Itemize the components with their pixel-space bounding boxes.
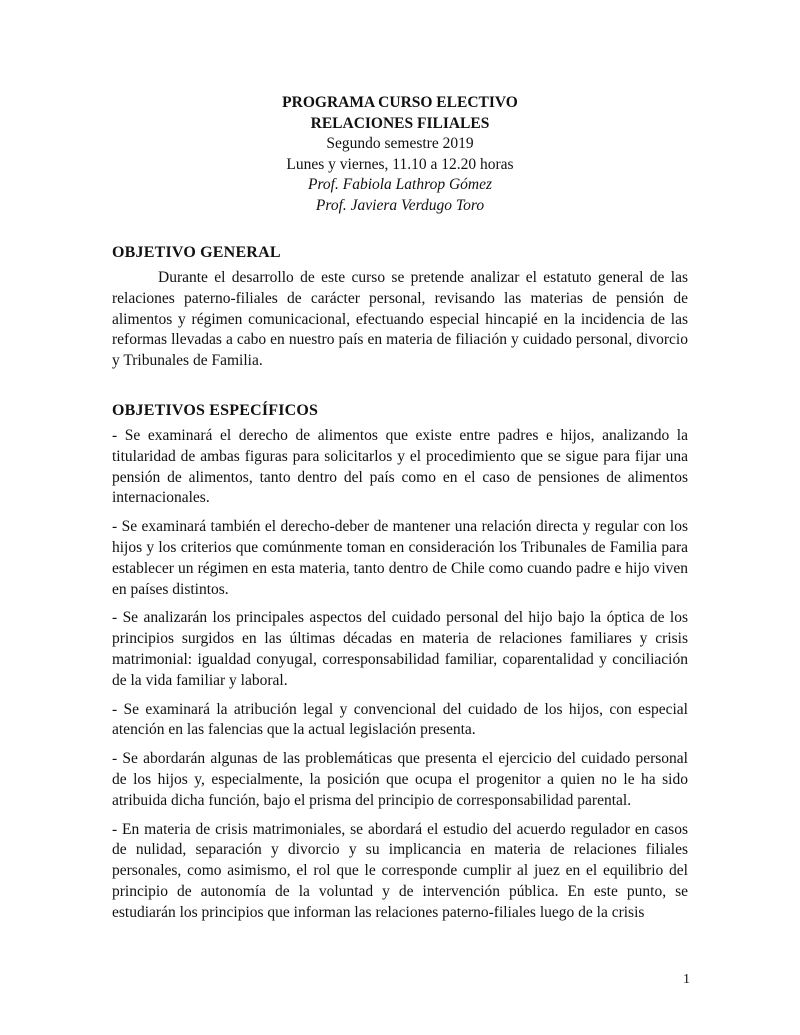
list-item: - En materia de crisis matrimoniales, se abordará el estudio del acuerdo regulador en casos de nulidad, separación y divorcio y su implicancia en materia de relaciones filiales personales, como asimismo, el rol que le corresponde cumplir al juez en el equilibrio del principio de autonomía de la voluntad y de intervención pública. En este punto, se estudiarán los principios que informan las relaciones paterno-filiales luego de la crisis bbox=[112, 820, 688, 921]
list-item: - Se analizarán los principales aspectos del cuidado personal del hijo bajo la óptica de los principios surgidos en las últimas décadas en materia de relaciones familiares y crisis matrimonial: igualdad conyugal, corresponsabilidad familiar, coparentalidad y conciliación de la vida familiar y laboral. bbox=[112, 609, 688, 689]
document-header bbox=[0, 93, 800, 216]
page-number: 1 bbox=[683, 972, 690, 987]
title-line-2: RELACIONES FILIALES bbox=[310, 114, 490, 132]
specific-objectives-heading: OBJETIVOS ESPECÍFICOS bbox=[112, 402, 319, 419]
specific-objectives-list bbox=[112, 426, 688, 932]
title-line-1: PROGRAMA CURSO ELECTIVO bbox=[282, 94, 518, 111]
professor-2: Prof. Javiera Verdugo Toro bbox=[315, 196, 485, 214]
semester: Segundo semestre 2019 bbox=[326, 135, 474, 152]
list-item: - Se examinará la atribución legal y convencional del cuidado de los hijos, con especial atención en las falencias que la actual legislación presenta. bbox=[112, 700, 688, 739]
general-objective-section bbox=[112, 268, 688, 372]
schedule: Lunes y viernes, 11.10 a 12.20 horas bbox=[286, 155, 514, 173]
general-objective-heading: OBJETIVO GENERAL bbox=[112, 244, 281, 261]
list-item: - Se abordarán algunas de las problemáticas que presenta el ejercicio del cuidado personal de los hijos y, especialmente, la posición que ocupa el progenitor a quien no le ha sido atribuida dicha función, bajo el prisma del principio de corresponsabilidad parental. bbox=[112, 750, 688, 809]
list-item: - Se examinará también el derecho-deber de mantener una relación directa y regular con los hijos y los criterios que comúnmente toman en consideración los Tribunales de Familia para establecer un régimen en esta materia, tanto dentro de Chile como cuando padre e hijo viven en países distintos. bbox=[112, 518, 688, 598]
professor-1: Prof. Fabiola Lathrop Gómez bbox=[308, 176, 492, 193]
list-item: - Se examinará el derecho de alimentos que existe entre padres e hijos, analizando la titularidad de ambas figuras para solicitarlos y el procedimiento que se sigue para fijar una pensión de alimentos, tanto dentro del país como en el caso de pensiones de alimentos internacionales. bbox=[112, 427, 688, 507]
general-objective-paragraph: Durante el desarrollo de este curso se pretende analizar el estatuto general de las relaciones paterno-filiales de carácter personal, revisando las materias de pensión de alimentos y régimen comunicacional, efectuando especial hincapié en la incidencia de las reformas llevadas a cabo en nuestro país en materia de filiación y cuidado personal, divorcio y Tribunales de Familia. bbox=[112, 269, 688, 370]
